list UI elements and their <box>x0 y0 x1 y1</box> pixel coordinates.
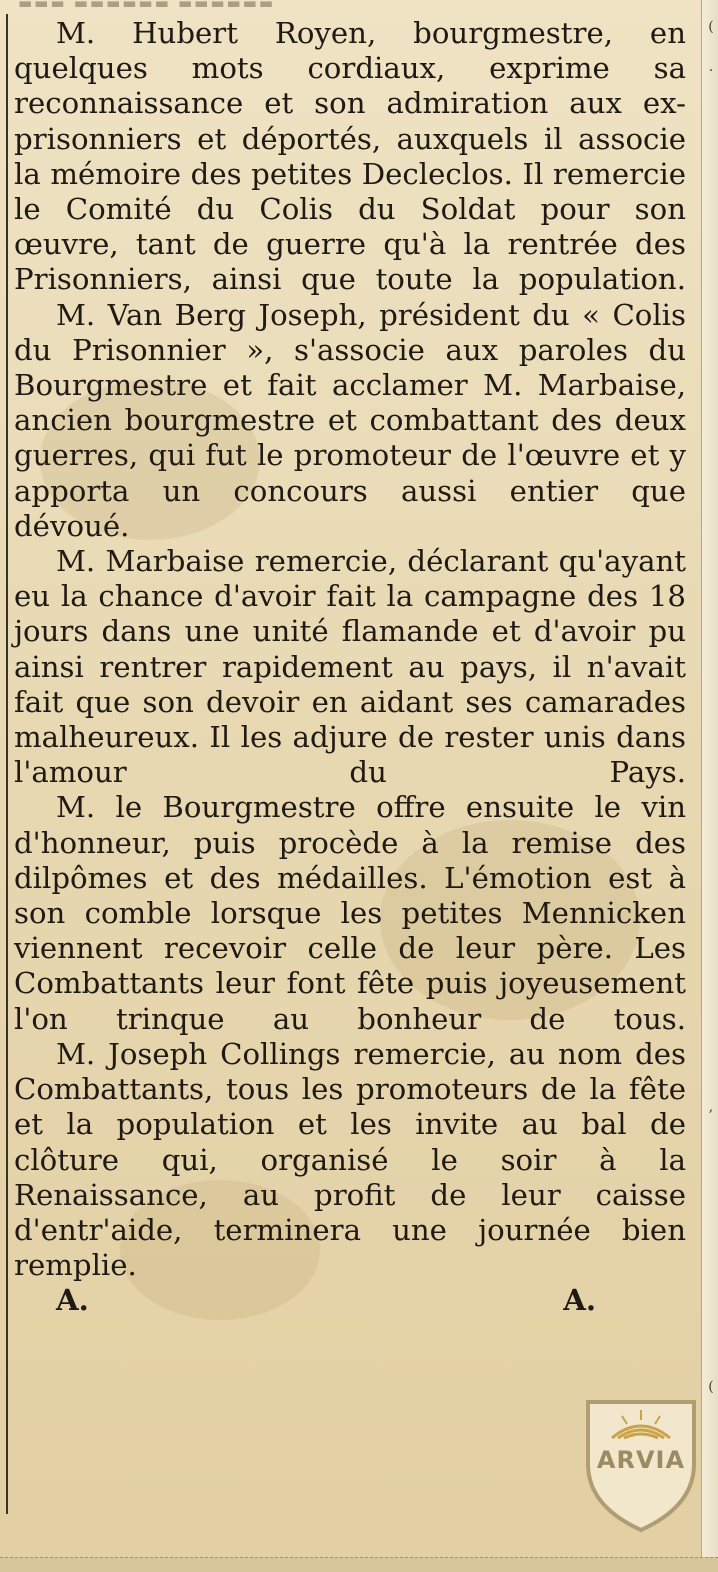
edge-mark: ( <box>708 19 714 35</box>
edge-mark: ( <box>708 1379 714 1395</box>
article-paragraph: M. Marbaise remercie, déclarant qu'ayant eu la chance d'avoir fait la campagne des 18 jours dans une unité flamande et d'avoir pu ainsi rentrer rapidement au pays, il n'avait fait que son devoir en aidant ses camarades malheureux. Il les adjure de rester unis dans l'amour du Pays. <box>14 544 686 790</box>
adjacent-column-edge <box>701 0 718 1572</box>
article-body <box>14 16 686 1319</box>
edge-mark: , <box>708 1099 714 1115</box>
article-paragraph: M. Hubert Royen, bourgmestre, en quelques mots cordiaux, exprime sa reconnaissance et son admiration aux ex-prisonniers et déportés, auxquels il associe la mémoire des petites Decleclos. Il remercie le Comité du Colis du Soldat pour son œuvre, tant de guerre qu'à la rentrée des Prisonniers, ainsi que toute la population. <box>14 16 686 297</box>
edge-mark: . <box>708 59 714 75</box>
column-rule <box>6 14 8 1514</box>
author-signature: A. A. <box>56 1283 596 1318</box>
article-paragraph: M. Joseph Collings remercie, au nom des Combattants, tous les promoteurs de la fête et la population et les invite au bal de clôture qui, organisé le soir à la Renaissance, au profit de leur caisse d'entr'aide, terminera une journée bien remplie. <box>14 1036 686 1283</box>
torn-bottom-edge <box>0 1557 718 1572</box>
arvia-logo <box>582 1394 700 1534</box>
logo-text: ARVIA <box>596 1446 686 1474</box>
article-paragraph: M. Van Berg Joseph, président du « Colis du Prisonnier », s'associe aux paroles du Bourgmestre et fait acclamer M. Marbaise, ancien bourgmestre et combattant des deux guerres, qui fut le promoteur de l'œuvre et y apporta un concours aussi entier que dévoué. <box>14 297 686 543</box>
cut-off-header-remnant: ▬▬▬ ▬▬▬▬▬▬ ▬▬▬▬▬▬ <box>18 0 276 12</box>
article-paragraph: M. le Bourgmestre offre ensuite le vin d'honneur, puis procède à la remise des dilpômes et des médailles. L'émotion est à son comble lorsque les petites Mennicken viennent recevoir celle de leur père. Les Combattants leur font fête puis joyeusement l'on trinque au bonheur de tous. <box>14 790 686 1036</box>
